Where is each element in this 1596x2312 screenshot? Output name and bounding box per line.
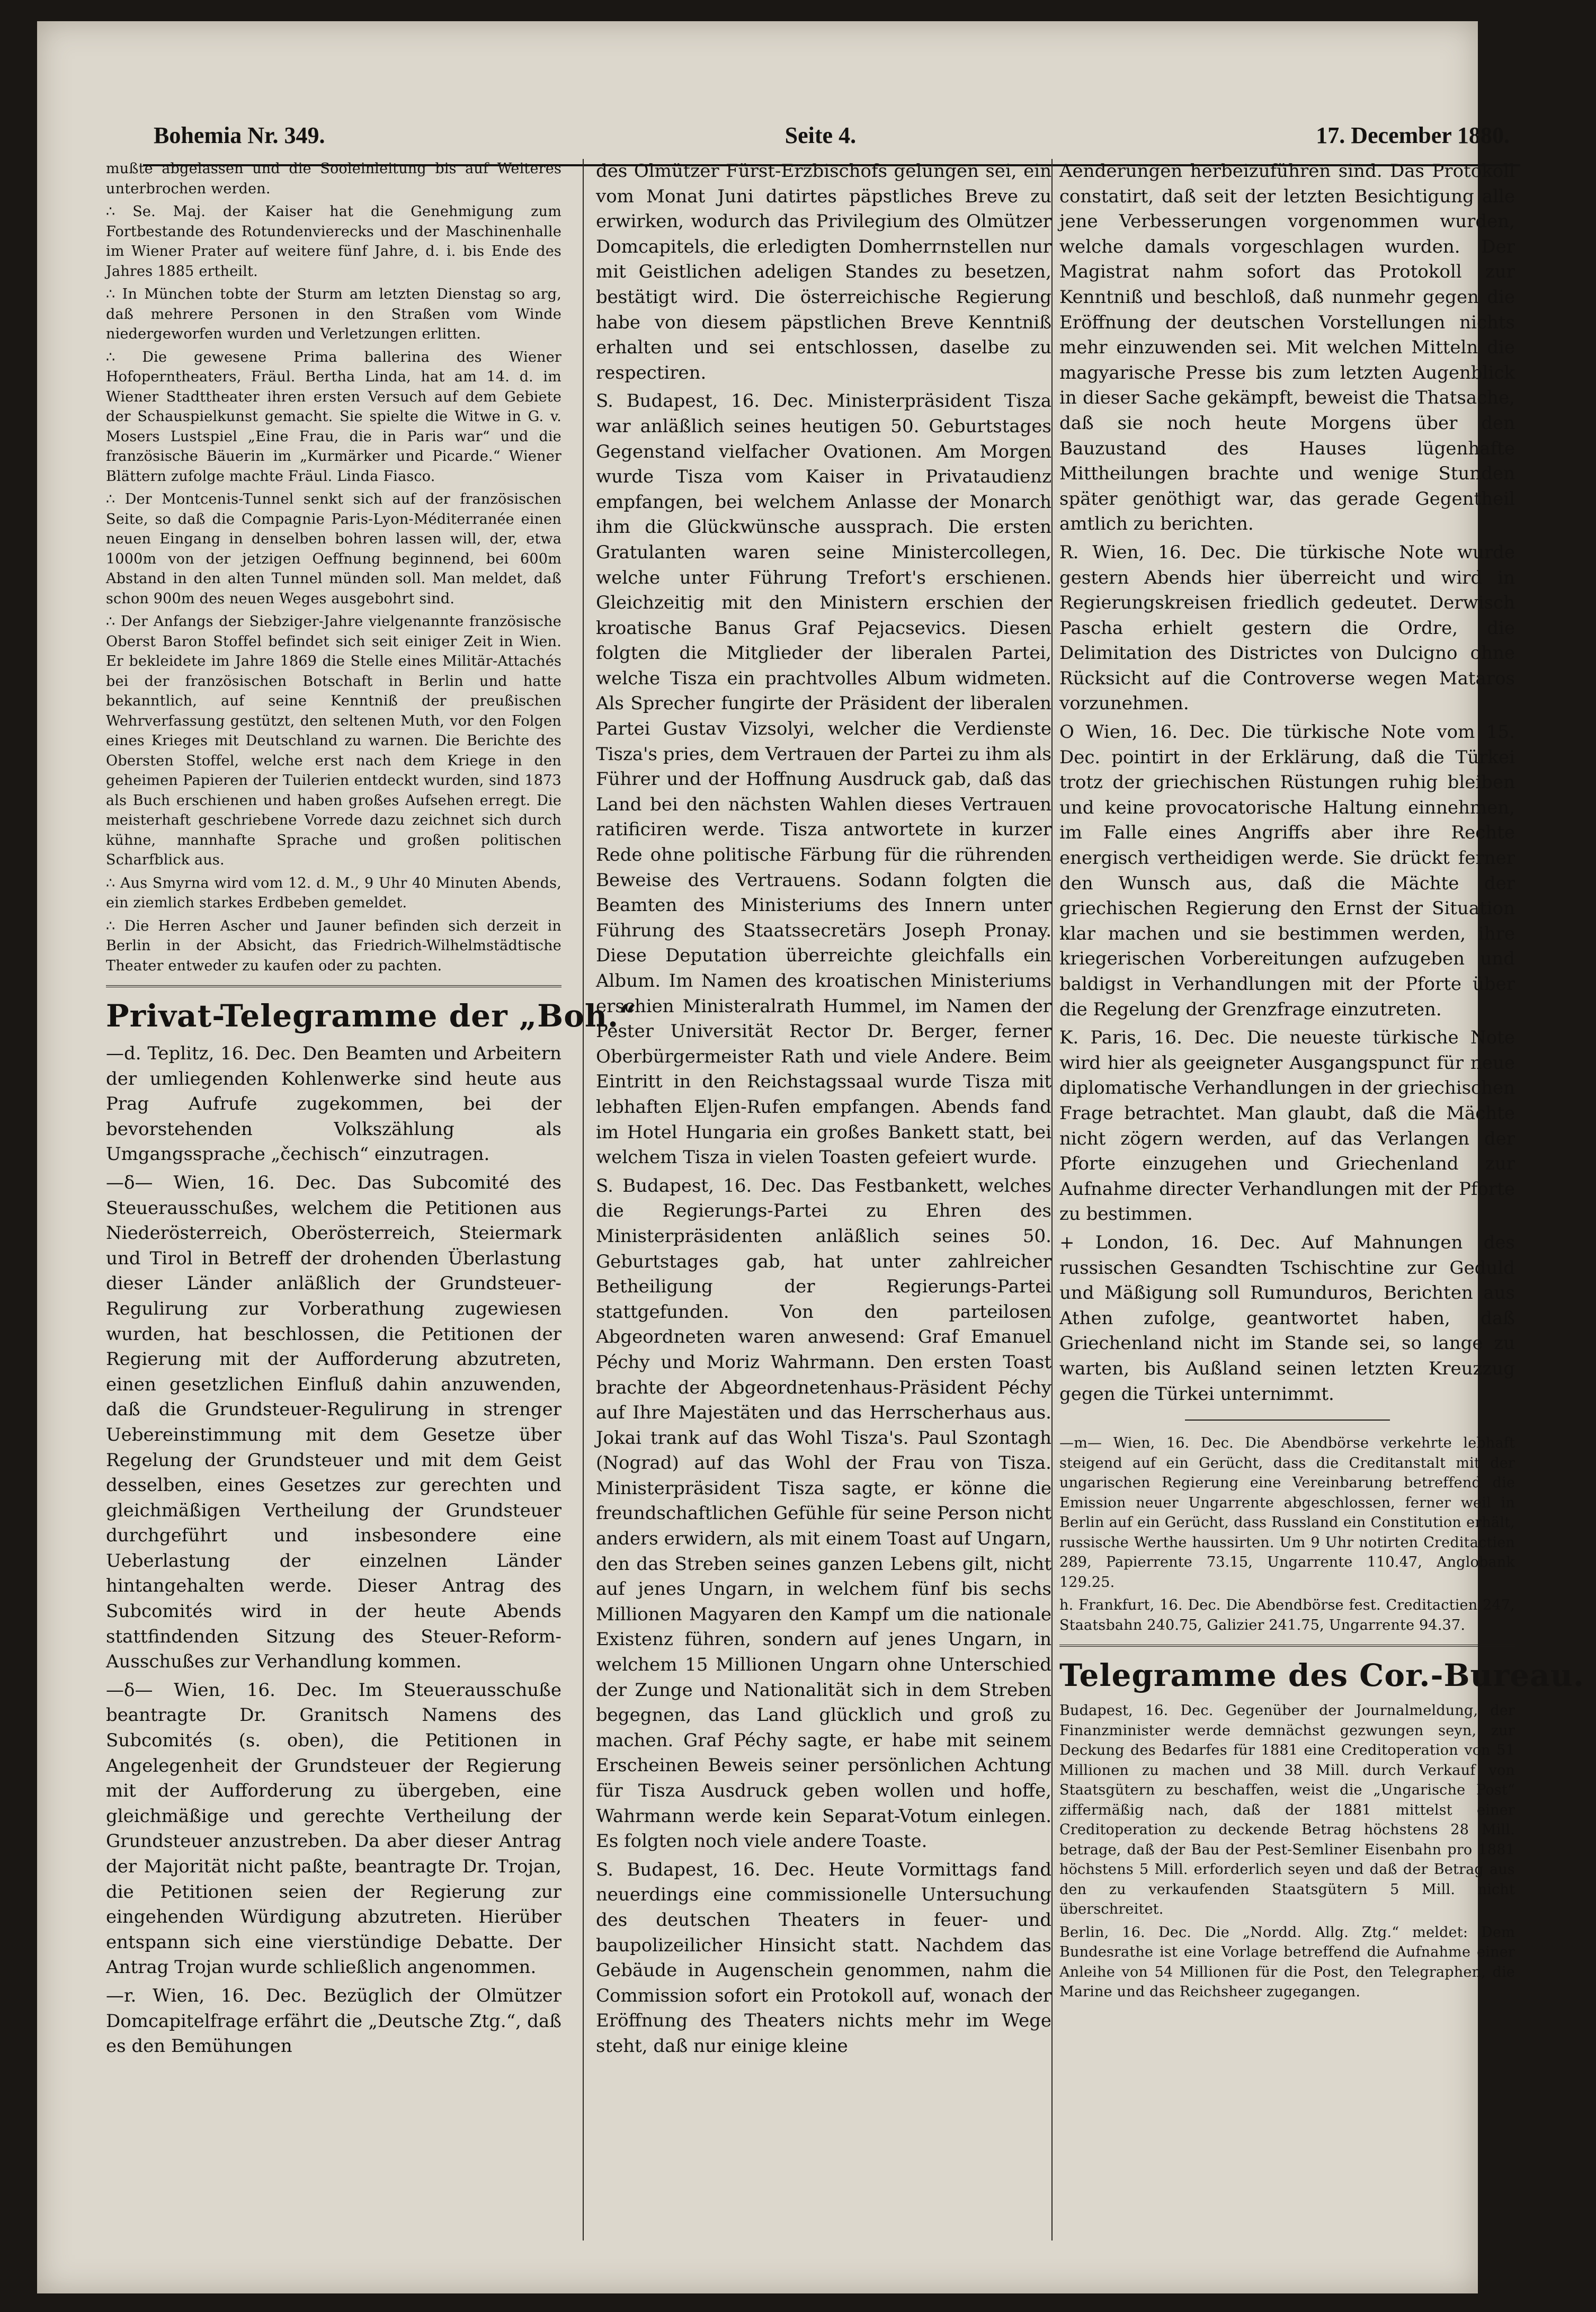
article-paragraph: —m— Wien, 16. Dec. Die Abendbörse verkehrte lebhaft steigend auf ein Gerücht, dass die Creditanstalt mit der ungarischen Regierung eine Vereinbarung betreffend die Emission neuer Ungarrente abgeschlossen, ferner weil in Berlin auf ein Gerücht, dass Russland ein Constitution erhält, russische Werthe haussirten. Um 9 Uhr notirten Creditactien 289, Papierrente 73.15, Ungarrente 110.47, Anglobank 129.25. — [1059, 1435, 1515, 1591]
article-paragraph: ∴ In München tobte der Sturm am letzten Dienstag so arg, daß mehrere Personen in den Straßen vom Winde niedergeworfen wurden und Verletzungen erlitten. — [106, 286, 561, 342]
column-2 — [596, 159, 1051, 2240]
article-paragraph: ∴ Die gewesene Prima ballerina des Wiener Hofoperntheaters, Fräul. Bertha Linda, hat am 14. d. im Wiener Stadttheater ihren ersten Versuch auf dem Gebiete der Schauspielkunst gemacht. Sie spielte die Witwe in G. v. Mosers Lustspiel „Eine Frau, die in Paris war“ und die französische Bäuerin im „Kurmärker und Picarde.“ Wiener Blättern zufolge machte Fräul. Linda Fiasco. — [106, 349, 561, 485]
news-briefs — [106, 159, 561, 976]
header-date: 17. December 1880. — [1316, 122, 1510, 148]
article-paragraph: Budapest, 16. Dec. Gegenüber der Journalmeldung, der Finanzminister werde demnächst gezwungen seyn, zur Deckung des Bedarfes für 1881 eine Creditoperation von 51 Millionen zu machen und 38 Mill. durch Verkauf von Staatsgütern zu beschaffen, weist die „Ungarische Post“ ziffermäßig nach, daß der 1881 mittelst einer Creditoperation zu deckende Betrag höchstens 28 Mill. betrage, daß der Bau der Pest-Semliner Eisenbahn pro 1881 höchstens 5 Mill. erforderlich seyen und daß der Betrag aus den zu verkaufenden Staatsgütern 5 Mill. nicht überschreitet. — [1059, 1702, 1515, 1918]
header-page-number: Seite 4. — [784, 122, 857, 148]
article-paragraph: + London, 16. Dec. Auf Mahnungen des russischen Gesandten Tschischtine zur Geduld und Mäßigung soll Rumunduros, Berichten aus Athen zufolge, geantwortet haben, daß Griechenland nicht im Stande sei, so lange zu warten, bis Außland seinen letzten Kreuzzug gegen die Türkei unternimmt. — [1059, 1231, 1515, 1405]
cor-bureau-telegrams — [1059, 1701, 1515, 2002]
article-paragraph: ∴ Se. Maj. der Kaiser hat die Genehmigung zum Fortbestande des Rotundenvierecks und der Maschinenhalle im Wiener Prater auf weitere fünf Jahre, d. i. bis Ende des Jahres 1885 ertheilt. — [106, 203, 561, 280]
article-paragraph: —d. Teplitz, 16. Dec. Den Beamten und Arbeitern der umliegenden Kohlenwerke sind heute aus Prag Aufrufe zugekommen, bei der bevorstehenden Volkszählung als Umgangssprache „čechisch“ einzutragen. — [106, 1043, 561, 1165]
private-telegrams — [106, 1041, 561, 2059]
section-heading-cor-bureau: Telegramme des Cor.-Bureau. — [1059, 1657, 1585, 1694]
article-paragraph: S. Budapest, 16. Dec. Das Festbankett, welches die Regierungs-Partei zu Ehren des Ministerpräsidenten anläßlich seines 50. Geburtstages gab, hat unter zahlreicher Betheiligung der Regierungs-Partei stattgefunden. Von den parteilosen Abgeordneten waren anwesend: Graf Emanuel Péchy und Moriz Wahrmann. Den ersten Toast brachte der Abgeordnetenhaus-Präsident Péchy auf Ihre Majestäten und das Herrscherhaus aus. Jokai trank auf das Wohl Tisza's. Paul Szontagh (Nograd) auf das Wohl der Frau von Tisza. Ministerpräsident Tisza sagte, er könne die freundschaftlichen Gefühle für seine Person nicht anders erwidern, als mit einem Toast auf Ungarn, den das Streben seines ganzen Lebens gilt, nicht auf jenes Ungarn, in welchem fünf bis sechs Millionen Magyaren den Kampf um die nationale Existenz führen, sondern auf jenes Ungarn, in welchem 15 Millionen Ungarn ohne Unterschied der Zunge und Nationalität sich in dem Streben begegnen, das Land glücklich und groß zu machen. Graf Péchy sagte, er habe mit seinem Erscheinen Beweis seiner persönlichen Achtung für Tisza Ausdruck geben wollen und hoffe, Wahrmann werde kein Separat-Votum einlegen. Es folgten noch viele andere Toaste. — [596, 1175, 1051, 1852]
article-paragraph: —δ— Wien, 16. Dec. Im Steuerausschuße beantragte Dr. Granitsch Namens des Subcomités (s. oben), die Petitionen in Angelegenheit der Grundsteuer der Regierung mit der Aufforderung zu übergeben, eine gleichmäßige und gerechte Vertheilung der Grundsteuer anzustreben. Da aber dieser Antrag der Majorität nicht paßte, beantragte Dr. Trojan, die Petitionen seien der Regierung zur eingehenden Würdigung abzutreten. Hierüber entspann sich eine vierstündige Debatte. Der Antrag Trojan wurde schließlich angenommen. — [106, 1679, 561, 1978]
article-paragraph: des Olmützer Fürst-Erzbischofs gelungen sei, ein vom Monat Juni datirtes päpstliches Breve zu erwirken, wodurch das Privilegium des Olmützer Domcapitels, die erledigten Domherrnstellen nur mit Geistlichen adeligen Standes zu besetzen, bestätigt wird. Die österreichische Regierung habe von diesem päpstlichen Breve Kenntniß erhalten und sei entschlossen, daselbe zu respectiren. — [596, 160, 1051, 383]
article-paragraph: ∴ Aus Smyrna wird vom 12. d. M., 9 Uhr 40 Minuten Abends, ein ziemlich starkes Erdbeben gemeldet. — [106, 874, 561, 911]
article-paragraph: S. Budapest, 16. Dec. Ministerpräsident Tisza war anläßlich seines heutigen 50. Geburtstages Gegenstand vielfacher Ovationen. Am Morgen wurde Tisza vom Kaiser in Privataudienz empfangen, bei welchem Anlasse der Monarch ihm die Glückwünsche aussprach. Die ersten Gratulanten waren seine Ministercollegen, welche unter Führung Trefort's erschienen. Gleichzeitig mit den Ministern erschien der kroatische Banus Graf Pejacsevics. Diesen folgten die Mitglieder der liberalen Partei, welche Tisza ein prachtvolles Album widmeten. Als Sprecher fungirte der Präsident der liberalen Partei Gustav Vizsolyi, welcher die Verdienste Tisza's pries, dem Vertrauen der Partei zu ihm als Führer und der Hoffnung Ausdruck gab, daß das Land bei den nächsten Wahlen dieses Vertrauen ratificiren werde. Tisza antwortete in kurzer Rede ohne politische Färbung für die rührenden Beweise des Vertrauens. Sodann folgten die Beamten des Ministeriums des Innern unter Führung des Staatssecretärs Joseph Pronay. Diese Deputation überreichte gleichfalls ein Album. Im Namen des kroatischen Ministeriums erschien Ministeralrath Hummel, im Namen der Pester Universität Rector Dr. Berger, ferner Oberbürgermeister Rath und viele Andere. Beim Eintritt in den Reichstagssaal wurde Tisza mit lebhaften Eljen-Rufen empfangen. Abends fand im Hotel Hungaria ein großes Bankett statt, bei welchem Tisza in vielen Toasten gefeiert wurde. — [596, 390, 1051, 1168]
column-rule-2 — [1051, 159, 1053, 2240]
section-heading-private-telegrams: Privat-Telegramme der „Boh.“ — [106, 998, 637, 1034]
article-paragraph: —δ— Wien, 16. Dec. Das Subcomité des Steuerausschußes, welchem die Petitionen aus Niederösterreich, Oberösterreich, Steiermark und Tirol in Betreff der drohenden Überlastung dieser Länder anläßlich der Grundsteuer-Regulirung zur Vorberathung zugewiesen wurden, hat beschlossen, die Petitionen der Regierung mit der Aufforderung abzutreten, einen gesetzlichen Einfluß dahin anzuwenden, daß die Grundsteuer-Regulirung in strenger Uebereinstimmung mit dem Gesetze über Regelung der Grundsteuer und mit dem Geist desselben, eines Gesetzes zur gerechten und gleichmäßigen Vertheilung der Grundsteuer durchgeführt und insbesondere eine Ueberlastung der einzelnen Länder hintangehalten werde. Dieser Antrag des Subcomités wird in der heute Abends stattfindenden Sitzung des Steuer-Reform-Ausschußes zur Verhandlung kommen. — [106, 1172, 561, 1673]
article-paragraph: ∴ Die Herren Ascher und Jauner befinden sich derzeit in Berlin in der Absicht, das Friedrich-Wilhelmstädtische Theater entweder zu kaufen oder zu pachten. — [106, 917, 561, 974]
section-divider — [1059, 1645, 1515, 1647]
short-divider — [1185, 1420, 1390, 1421]
column-rule-1 — [583, 159, 584, 2240]
article-paragraph: mußte abgelassen und die Sooleinleitung bis auf Weiteres unterbrochen werden. — [106, 160, 561, 197]
article-paragraph: —r. Wien, 16. Dec. Bezüglich der Olmützer Domcapitelfrage erfährt die „Deutsche Ztg.“, daß es den Bemühungen — [106, 1985, 561, 2057]
article-paragraph: S. Budapest, 16. Dec. Heute Vormittags fand neuerdings eine commissionelle Untersuchung des deutschen Theaters in feuer- und baupolizeilicher Hinsicht statt. Nachdem das Gebäude in Augenschein genommen, nahm die Commission sofort ein Protokoll auf, wonach der Eröffnung des Theaters nichts mehr im Wege steht, daß nur einige kleine — [596, 1859, 1051, 2057]
header-issue: Bohemia Nr. 349. — [154, 122, 325, 148]
bourse-reports — [1059, 1433, 1515, 1635]
article-paragraph: K. Paris, 16. Dec. Die neueste türkische Note wird hier als geeigneter Ausgangspunct für neue diplomatische Verhandlungen in der griechischen Frage betrachtet. Man glaubt, daß die Mächte nicht zögern werden, auf das Verlangen der Pforte einzugehen und Griechenland zur Aufnahme directer Verhandlungen mit der Pforte zu bestimmen. — [1059, 1027, 1515, 1225]
telegram-continuation — [1059, 159, 1515, 1407]
article-paragraph: O Wien, 16. Dec. Die türkische Note vom 15. Dec. pointirt in der Erklärung, daß die Türkei trotz der griechischen Rüstungen ruhig bleiben und keine provocatorische Haltung einnehmen, im Falle eines Angriffs aber ihre Rechte energisch vertheidigen werde. Sie drückt ferner den Wunsch aus, daß die Mächte der griechischen Regierung den Ernst der Situation klar machen und sie bestimmen werden, ihre kriegerischen Vorbereitungen aufzugeben und baldigst in Verhandlungen mit der Pforte über die Regelung der Grenzfrage einzutreten. — [1059, 721, 1515, 1020]
article-paragraph: ∴ Der Montcenis-Tunnel senkt sich auf der französischen Seite, so daß die Compagnie Paris-Lyon-Méditerranée einen neuen Eingang in denselben bohren lassen will, der, etwa 1000m von der jetzigen Oeffnung beginnend, bei 600m Abstand in den alten Tunnel münden soll. Man meldet, daß schon 900m des neuen Weges ausgebohrt sind. — [106, 491, 561, 607]
column-3 — [1059, 159, 1585, 2240]
telegram-continuation — [596, 159, 1051, 2059]
article-paragraph: Berlin, 16. Dec. Die „Nordd. Allg. Ztg.“ meldet: Dem Bundesrathe ist eine Vorlage betreffend die Aufnahme einer Anleihe von 54 Millionen für die Post, den Telegraphen, die Marine und das Reichsheer zugegangen. — [1059, 1924, 1515, 2001]
article-paragraph: ∴ Der Anfangs der Siebziger-Jahre vielgenannte französische Oberst Baron Stoffel befindet sich seit einiger Zeit in Wien. Er bekleidete im Jahre 1869 die Stelle eines Militär-Attachés bei der französischen Botschaft in Berlin und hatte bekanntlich, auf seine Kenntniß der preußischen Wehrverfassung gestützt, den seltenen Muth, vor den Folgen eines Krieges mit Deutschland zu warnen. Die Berichte des Obersten Stoffel, welche erst nach dem Kriege in den geheimen Papieren der Tuilerien entdeckt wurden, sind 1873 als Buch erschienen und haben großes Aufsehen erregt. Die meisterhaft geschriebene Vorrede dazu zeichnet sich durch kühne, mannhafte Sprache und großen politischen Scharfblick aus. — [106, 613, 561, 868]
article-paragraph: h. Frankfurt, 16. Dec. Die Abendbörse fest. Creditactien 247, Staatsbahn 240.75, Galizier 241.75, Ungarrente 94.37. — [1059, 1597, 1515, 1633]
article-paragraph: R. Wien, 16. Dec. Die türkische Note wurde gestern Abends hier überreicht und wird in Regierungskreisen friedlich gedeutet. Derwisch Pascha erhielt gestern die Ordre, die Delimitation des Districtes von Dulcigno ohne Rücksicht auf die Controverse wegen Mataros vorzunehmen. — [1059, 541, 1515, 715]
page-header — [143, 106, 1520, 166]
column-1 — [106, 159, 637, 2240]
article-paragraph: Aenderungen herbeizuführen sind. Das Protokoll constatirt, daß seit der letzten Besichtigung alle jene Verbesserungen vorgenommen wurden, welche damals vorgeschlagen wurden. Der Magistrat nahm sofort das Protokoll zur Kenntniß und beschloß, daß nunmehr gegen die Eröffnung der deutschen Vorstellungen nichts mehr einzuwenden sei. Mit welchen Mitteln die magyarische Presse bis zum letzten Augenblick in dieser Sache gekämpft, beweist die Thatsache, daß sie noch heute Morgens über den Bauzustand des Hauses lügenhafte Mittheilungen brachte und wenige Stunden später genöthigt war, das gerade Gegentheil amtlich zu berichten. — [1059, 160, 1515, 535]
section-divider — [106, 985, 561, 987]
